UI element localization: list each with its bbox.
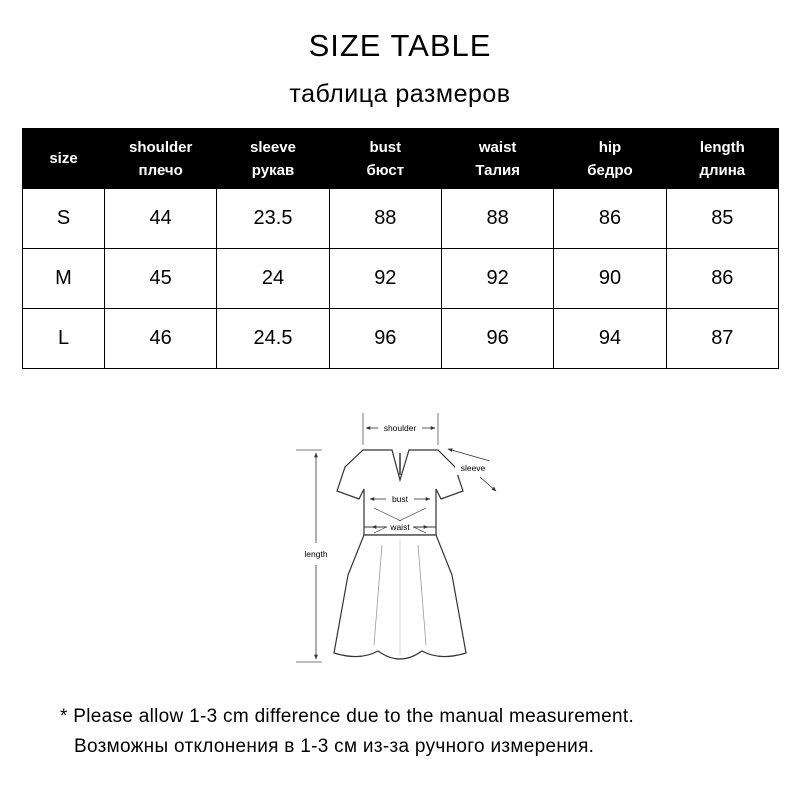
cell-size: S: [23, 189, 105, 249]
table-row: [23, 309, 779, 369]
measurement-note-ru: Возможны отклонения в 1-3 см из-за ручного измерения.: [74, 736, 595, 757]
svg-text:length: length: [304, 549, 328, 559]
cell-sleeve: 24: [217, 249, 329, 309]
svg-text:sleeve: sleeve: [460, 463, 486, 473]
cell-shoulder: 44: [105, 189, 217, 249]
cell-bust: 96: [329, 309, 441, 369]
table-row: [23, 189, 779, 249]
cell-size: M: [23, 249, 105, 309]
page-title: SIZE TABLE: [308, 28, 492, 63]
cell-hip: 94: [554, 309, 666, 369]
cell-shoulder: 45: [105, 249, 217, 309]
table-header-row: [23, 129, 779, 189]
page-subtitle: таблица размеров: [289, 80, 511, 108]
table-row: [23, 249, 779, 309]
cell-hip: 86: [554, 189, 666, 249]
cell-sleeve: 24.5: [217, 309, 329, 369]
cell-waist: 96: [441, 309, 553, 369]
header-shoulder: shoulder плечо: [105, 129, 217, 189]
size-table: [22, 128, 779, 369]
header-bust: bust бюст: [329, 129, 441, 189]
cell-length: 85: [666, 189, 778, 249]
cell-size: L: [23, 309, 105, 369]
cell-length: 87: [666, 309, 778, 369]
dress-icon: [334, 450, 466, 659]
header-sleeve: sleeve рукав: [217, 129, 329, 189]
cell-bust: 88: [329, 189, 441, 249]
header-waist: waist Талия: [441, 129, 553, 189]
header-length: length длина: [666, 129, 778, 189]
length-measure: [296, 450, 328, 662]
header-size: size: [23, 129, 105, 189]
measurement-note-en: * Please allow 1-3 cm difference due to the manual measurement.: [60, 706, 635, 727]
svg-text:shoulder: shoulder: [383, 423, 417, 433]
cell-length: 86: [666, 249, 778, 309]
dress-measurement-diagram: [290, 405, 510, 670]
shoulder-measure: [363, 413, 438, 445]
cell-sleeve: 23.5: [217, 189, 329, 249]
cell-hip: 90: [554, 249, 666, 309]
svg-text:waist: waist: [390, 522, 410, 532]
svg-text:bust: bust: [391, 494, 409, 504]
cell-waist: 88: [441, 189, 553, 249]
cell-shoulder: 46: [105, 309, 217, 369]
header-hip: hip бедро: [554, 129, 666, 189]
cell-waist: 92: [441, 249, 553, 309]
cell-bust: 92: [329, 249, 441, 309]
